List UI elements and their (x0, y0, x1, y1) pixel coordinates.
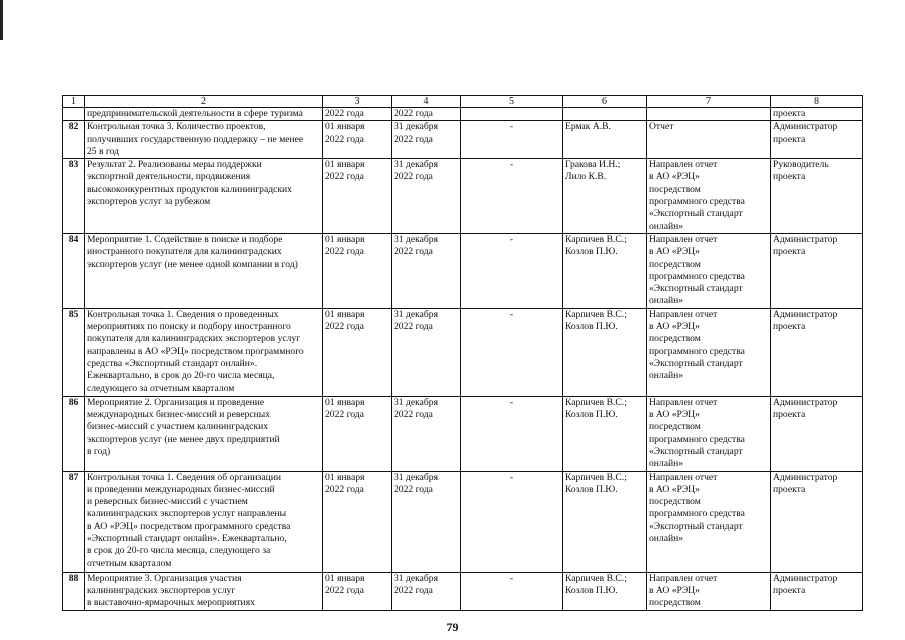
start-date: 01 января 2022 года (323, 572, 392, 610)
row-number: 86 (63, 396, 85, 471)
column-5-value: - (461, 308, 563, 396)
start-date: 01 января 2022 года (323, 159, 392, 234)
column-header: 1 (63, 96, 85, 108)
start-date: 01 января 2022 года (323, 308, 392, 396)
table-row (63, 396, 863, 471)
column-5-value: - (461, 159, 563, 234)
end-date: 31 декабря 2022 года (392, 121, 461, 159)
result-document: Направлен отчет в АО «РЭЦ» посредством программного средства «Экспортный стандарт онлайн» (647, 233, 771, 308)
activity-name: Контрольная точка 1. Сведения о проведенных мероприятиях по поиску и подбору иностранного покупателя для калининградских экспортеров услуг направлены в АО «РЭЦ» посредством программного средства «Экспортный стандарт онлайн». Ежеквартально, в срок до 20-го числа месяца, следующего за отчетным кварталом (85, 308, 323, 396)
end-date: 2022 года (392, 108, 461, 121)
column-5-value: - (461, 572, 563, 610)
result-document: Направлен отчет в АО «РЭЦ» посредством программного средства «Экспортный стандарт онлайн» (647, 308, 771, 396)
column-header: 8 (771, 96, 863, 108)
end-date: 31 декабря 2022 года (392, 572, 461, 610)
responsible-person: Гракова И.Н.; Лило К.В. (563, 159, 647, 234)
end-date: 31 декабря 2022 года (392, 308, 461, 396)
column-header: 4 (392, 96, 461, 108)
start-date: 01 января 2022 года (323, 396, 392, 471)
result-document: Направлен отчет в АО «РЭЦ» посредством программного средства «Экспортный стандарт онлайн» (647, 396, 771, 471)
project-role: Администратор проекта (771, 121, 863, 159)
responsible-person: Карпичев В.С.; Козлов П.Ю. (563, 572, 647, 610)
activity-name: Результат 2. Реализованы меры поддержки экспортной деятельности, продвижения высококонкурентных продуктов калининградских экспортеров услуг за рубежом (85, 159, 323, 234)
column-header: 3 (323, 96, 392, 108)
start-date: 01 января 2022 года (323, 471, 392, 572)
project-role: Администратор проекта (771, 471, 863, 572)
column-5-value: - (461, 121, 563, 159)
project-role: Администратор проекта (771, 308, 863, 396)
scan-edge-mark (0, 0, 3, 40)
page-number: 79 (446, 620, 459, 634)
end-date: 31 декабря 2022 года (392, 396, 461, 471)
row-number: 83 (63, 159, 85, 234)
result-document: Направлен отчет в АО «РЭЦ» посредством программного средства «Экспортный стандарт онлайн» (647, 159, 771, 234)
project-role: проекта (771, 108, 863, 121)
column-5-value (461, 108, 563, 121)
result-document (647, 108, 771, 121)
start-date: 01 января 2022 года (323, 233, 392, 308)
column-5-value: - (461, 396, 563, 471)
row-number: 84 (63, 233, 85, 308)
responsible-person: Карпичев В.С.; Козлов П.Ю. (563, 396, 647, 471)
responsible-person: Карпичев В.С.; Козлов П.Ю. (563, 233, 647, 308)
result-document: Направлен отчет в АО «РЭЦ» посредством программного средства «Экспортный стандарт онлайн» (647, 471, 771, 572)
activity-name: Мероприятие 1. Содействие в поиске и подборе иностранного покупателя для калининградских экспортеров услуг (не менее одной компании в год) (85, 233, 323, 308)
table-row (63, 121, 863, 159)
responsible-person: Ермак А.В. (563, 121, 647, 159)
project-role: Руководитель проекта (771, 159, 863, 234)
plan-table (62, 95, 863, 611)
table-row (63, 471, 863, 572)
row-number: 87 (63, 471, 85, 572)
column-header: 5 (461, 96, 563, 108)
row-number: 88 (63, 572, 85, 610)
end-date: 31 декабря 2022 года (392, 233, 461, 308)
end-date: 31 декабря 2022 года (392, 471, 461, 572)
result-document: Направлен отчет в АО «РЭЦ» посредством (647, 572, 771, 610)
table-row (63, 572, 863, 610)
activity-name: Мероприятие 3. Организация участия калининградских экспортеров услуг в выставочно-ярмарочных мероприятиях (85, 572, 323, 610)
result-document: Отчет (647, 121, 771, 159)
responsible-person: Карпичев В.С.; Козлов П.Ю. (563, 308, 647, 396)
row-number: 82 (63, 121, 85, 159)
activity-name: Контрольная точка 3. Количество проектов, получивших государственную поддержку – не менее 25 в год (85, 121, 323, 159)
table-row (63, 159, 863, 234)
start-date: 2022 года (323, 108, 392, 121)
column-5-value: - (461, 233, 563, 308)
project-role: Администратор проекта (771, 396, 863, 471)
column-5-value: - (461, 471, 563, 572)
activity-name: Мероприятие 2. Организация и проведение международных бизнес-миссий и реверсных бизнес-миссий с участием калининградских экспортеров услуг (не менее двух предприятий в год) (85, 396, 323, 471)
column-number-header-row (63, 96, 863, 108)
start-date: 01 января 2022 года (323, 121, 392, 159)
row-number: 85 (63, 308, 85, 396)
table-row (63, 233, 863, 308)
responsible-person: Карпичев В.С.; Козлов П.Ю. (563, 471, 647, 572)
responsible-person (563, 108, 647, 121)
row-number (63, 108, 85, 121)
project-role: Администратор проекта (771, 572, 863, 610)
column-header: 2 (85, 96, 323, 108)
table-row (63, 308, 863, 396)
activity-name: предпринимательской деятельности в сфере туризма (85, 108, 323, 121)
column-header: 7 (647, 96, 771, 108)
end-date: 31 декабря 2022 года (392, 159, 461, 234)
project-role: Администратор проекта (771, 233, 863, 308)
column-header: 6 (563, 96, 647, 108)
table-row (63, 108, 863, 121)
activity-name: Контрольная точка 1. Сведения об организации и проведении международных бизнес-миссий и реверсных бизнес-миссий с участием калининградских экспортеров услуг направлены в АО «РЭЦ» посредством программного средства «Экспортный стандарт онлайн». Ежеквартально, в срок до 20-го числа месяца, следующего за отчетным кварталом (85, 471, 323, 572)
